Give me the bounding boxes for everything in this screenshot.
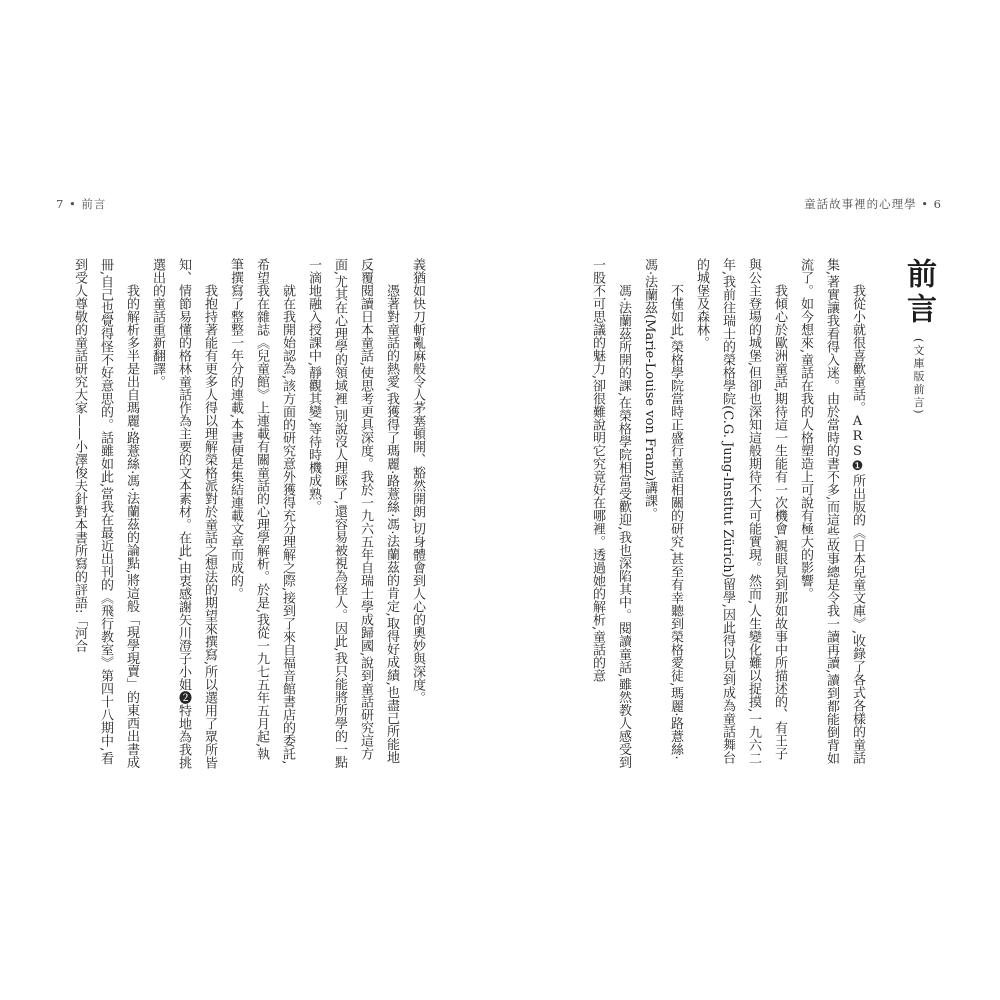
text-segment: 不僅如此,榮格學院當時正盛行童話相關的研究,甚至有幸聽到榮格愛徒,瑪麗‧路薏絲‧馮‧法蘭茲(	[642, 258, 683, 760]
running-head-left: 7 • 前言	[56, 197, 107, 211]
chapter-subtitle: (文庫版前言)	[912, 338, 925, 416]
text-segment: )講課。	[642, 476, 657, 521]
paragraph	[144, 258, 222, 772]
paragraph	[66, 258, 144, 772]
paragraph	[688, 258, 792, 772]
page-right-paragraphs	[584, 258, 870, 772]
paragraph	[792, 258, 870, 772]
text-segment: 我從小就很喜歡童話。	[850, 284, 865, 414]
text-segment: 就在我開始認為,該方面的研究意外獲得充分理解之際,接到了來自福音館書店的委託,希望我在雜誌《兒童館》上連載有關童話的心理學解析。於是,我從一九七五年五月起,執筆撰寫了整整一年分的連載,本書便是集結連載文章而成的。	[228, 258, 295, 765]
latin-upright-text: ARS	[850, 414, 865, 459]
running-head-right: 童話故事裡的心理學 • 6	[804, 197, 942, 211]
paragraph	[404, 258, 430, 772]
chapter-title: 前言	[901, 258, 936, 328]
paragraph	[636, 258, 688, 772]
text-segment: 義猶如快刀斬亂麻般令人茅塞頓開、豁然開朗,切身體會到人心的奧妙與深度。	[410, 258, 425, 705]
paragraph	[222, 258, 300, 772]
text-segment: 憑著對童話的熱愛,我獲得了瑪麗‧路薏絲‧馮‧法蘭茲的肯定,取得好成績,也盡己所能地反覆閱讀日本童話,使思考更具深度。我於一九六五年自瑞士學成歸國,說到童話研究這方面,尤其在心理學的領域裡,別說沒人理睬了,還容易被視為怪人。因此,我只能將所學的一點一滴地融入授課中,靜觀其變,等待時機成熟。	[306, 258, 399, 769]
text-segment: 馮‧法蘭茲所開的課,在榮格學院相當受歡迎,我也深陷其中。閱讀童話,雖然教人感受到一股不可思議的魅力,卻很難說明它究竟好在哪裡。透過她的解析,童話的意	[590, 258, 631, 769]
text-segment: 我抱持著能有更多人得以理解榮格派對於童話之想法的期望來撰寫,所以選用了眾所皆知、情節易懂的格林童話作為主要的文本素材。在此,由衷感謝矢川澄子小姐❷特地為我挑選出的童話重新翻譯。	[150, 258, 217, 770]
paragraph	[584, 258, 636, 772]
page-right-body	[584, 258, 942, 772]
text-segment: Marie-Louise von Franz	[642, 319, 657, 477]
chapter-title-block	[894, 258, 942, 772]
text-segment: 我的解析多半是出自瑪麗‧路薏絲‧馮‧法蘭茲的論點,將這般「現學現賣」的東西出書成冊,自己也覺得怪不好意思的。話雖如此,當我在最近出刊的《飛行教室》第四十八期中,看到受人尊敬的童話研究大家——小澤俊夫針對本書所寫的評語:「河合	[72, 258, 139, 769]
text-segment: C.G. Jung-Institut Zürich	[720, 410, 735, 573]
paragraph	[300, 258, 404, 772]
text-segment: 我傾心於歐洲童話,期待這一生能有一次機會,親眼見到那如故事中所描述的、有王子與公主登場的城堡,但卻也深知這般期待不大可能實現。然而,人生變化難以捉摸,一九六二年,我前往瑞士的榮格學院(	[720, 258, 787, 765]
page-left-body	[66, 258, 430, 772]
page-left-paragraphs	[66, 258, 430, 772]
text-segment: ❶所出版的《日本兒童文庫》,收錄了各式各樣的童話集,著實讓我看得入迷。由於當時的書不多,而這些故事總是令我一讀再讀,讀到都能倒背如流了。如今想來,童話在我的人格塑造上可說有極大的影響。	[798, 258, 865, 765]
text-segment: )留學,因此得以見到成為童話舞台的城堡及森林。	[694, 258, 735, 764]
